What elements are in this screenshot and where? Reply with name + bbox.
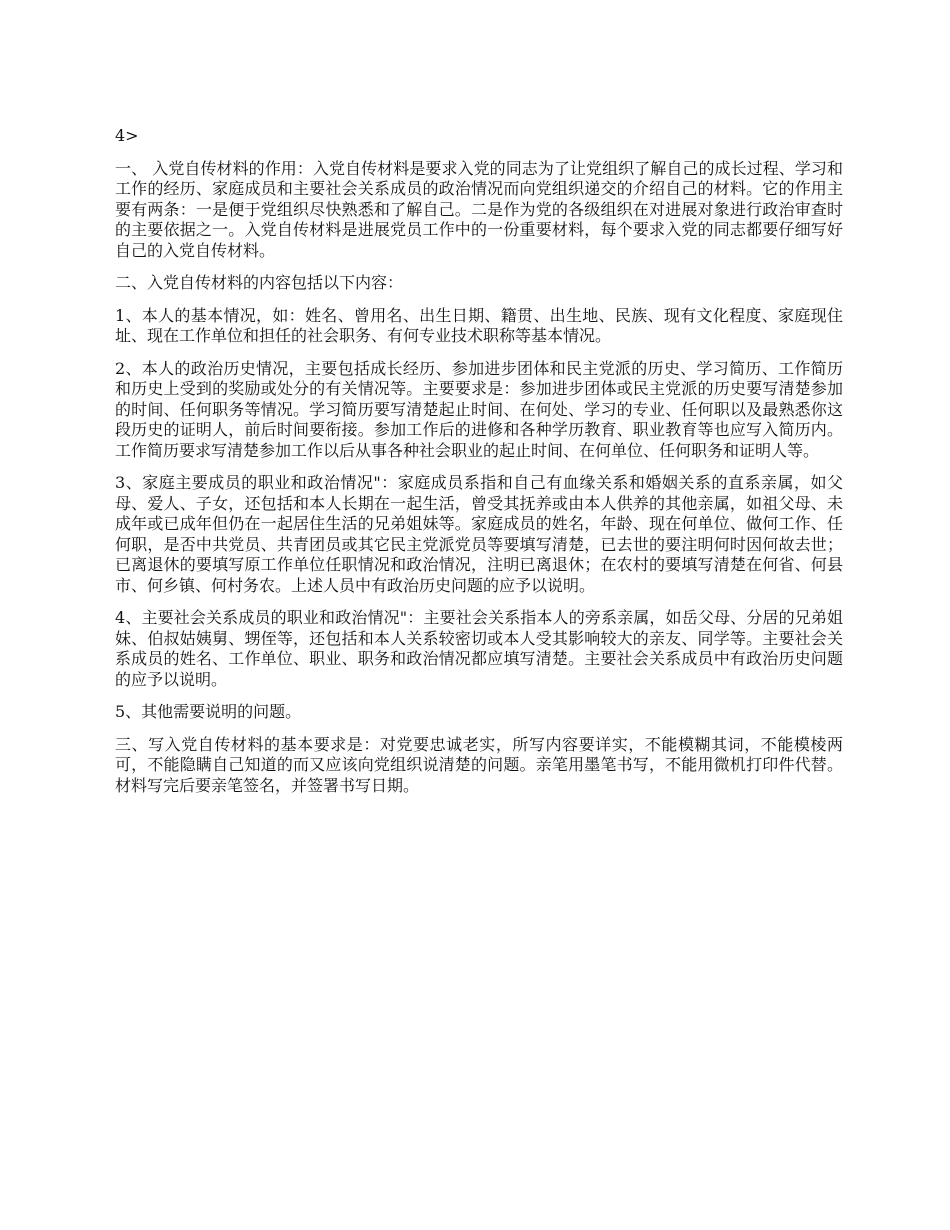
- paragraph-political-history: 2、本人的政治历史情况，主要包括成长经历、参加进步团体和民主党派的历史、学习简历、工作简历和历史上受到的奖励或处分的有关情况等。主要要求是：参加进步团体或民主党派的历史要写清楚参加的时间、任何职务等情况。学习简历要写清楚起止时间、在何处、学习的专业、任何职以及最熟悉你这段历史的证明人，前后时间要衔接。参加工作后的进修和各种学历教育、职业教育等也应写入简历内。工作简历要求写清楚参加工作以后从事各种社会职业的起止时间、在何单位、任何职务和证明人等。: [115, 358, 843, 460]
- paragraph-purpose: 一、 入党自传材料的作用：入党自传材料是要求入党的同志为了让党组织了解自己的成长过程、学习和工作的经历、家庭成员和主要社会关系成员的政治情况而向党组织递交的介绍自己的材料。它的作用主要有两条：一是便于党组织尽快熟悉和了解自己。二是作为党的各级组织在对进展对象进行政治审查时的主要依据之一。入党自传材料是进展党员工作中的一份重要材料，每个要求入党的同志都要仔细写好自己的入党自传材料。: [115, 158, 843, 260]
- page-number: 4>: [115, 126, 139, 145]
- paragraph-requirements: 三、写入党自传材料的基本要求是：对党要忠诚老实，所写内容要详实，不能模糊其词，不能模棱两可，不能隐瞒自己知道的而又应该向党组织说清楚的问题。亲笔用墨笔书写，不能用微机打印件代替。材料写完后要亲笔签名，并签署书写日期。: [115, 734, 843, 795]
- paragraph-content-heading: 二、入党自传材料的内容包括以下内容：: [115, 273, 404, 292]
- document-page: [115, 126, 843, 808]
- paragraph-basic-info: 1、本人的基本情况，如：姓名、曾用名、出生日期、籍贯、出生地、民族、现有文化程度、家庭现住址、现在工作单位和担任的社会职务、有何专业技术职称等基本情况。: [115, 305, 843, 345]
- paragraph-family-members: 3、家庭主要成员的职业和政治情况"：家庭成员系指和自己有血缘关系和婚姻关系的直系亲属，如父母、爱人、子女，还包括和本人长期在一起生活，曾受其抚养或由本人供养的其他亲属，如祖父母、未成年或已成年但仍在一起居住生活的兄弟姐妹等。家庭成员的姓名，年龄、现在何单位、做何工作、任何职，是否中共党员、共青团员或其它民主党派党员等要填写清楚，已去世的要注明何时因何故去世；已离退休的要填写原工作单位任职情况和政治情况，注明已离退休；在农村的要填写清楚在何省、何县市、何乡镇、何村务农。上述人员中有政治历史问题的应予以说明。: [115, 473, 843, 595]
- paragraph-social-relations: 4、主要社会关系成员的职业和政治情况"：主要社会关系指本人的旁系亲属，如岳父母、分居的兄弟姐妹、伯叔姑姨舅、甥侄等，还包括和本人关系较密切或本人受其影响较大的亲友、同学等。主要社会关系成员的姓名、工作单位、职业、职务和政治情况都应填写清楚。主要社会关系成员中有政治历史问题的应予以说明。: [115, 608, 843, 689]
- paragraph-other-issues: 5、其他需要说明的问题。: [115, 702, 302, 721]
